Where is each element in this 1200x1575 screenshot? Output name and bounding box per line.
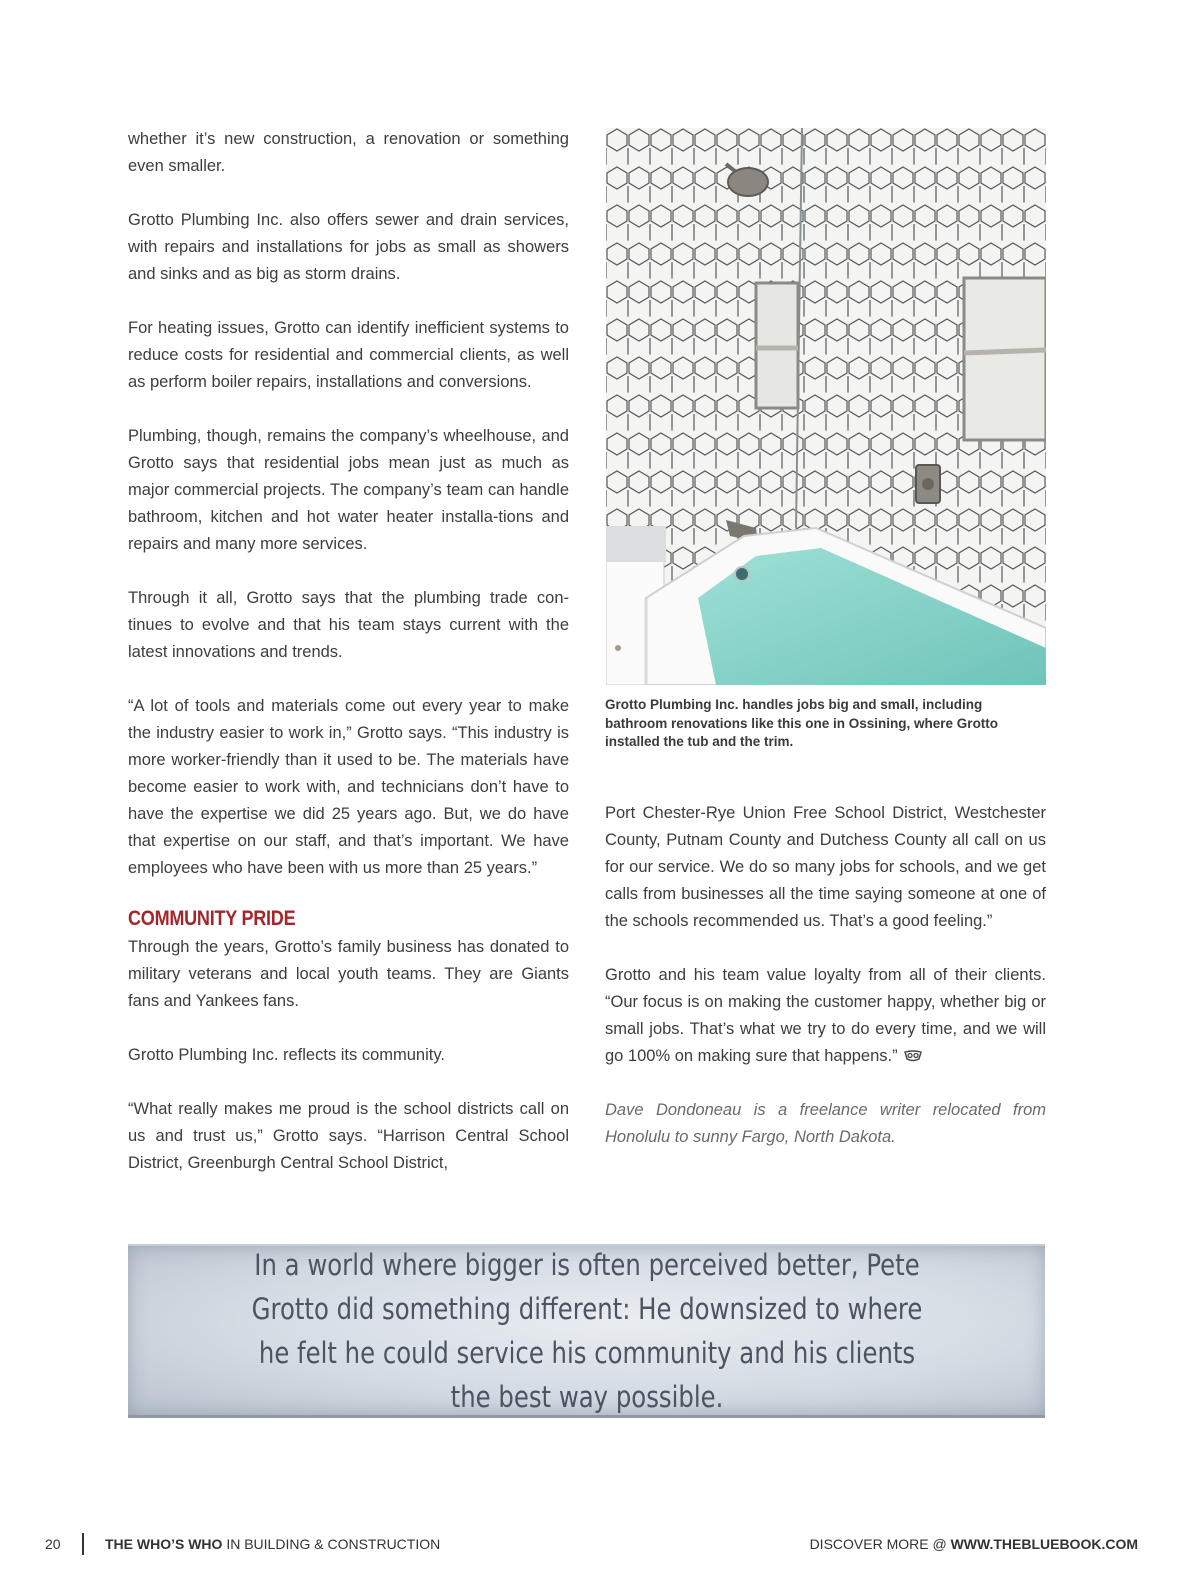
website-link[interactable]: WWW.THEBLUEBOOK.COM xyxy=(950,1536,1138,1552)
bathroom-photo xyxy=(606,128,1046,685)
body-paragraph: Grotto Plumbing Inc. reflects its community. xyxy=(128,1046,445,1064)
discover-prefix: DISCOVER MORE @ xyxy=(809,1536,951,1552)
pull-quote-box xyxy=(128,1244,1045,1418)
body-paragraph: Plumbing, though, remains the company’s wheelhouse, and Grotto says that residential jobs mean just as much as major commercial projects. The company’s team can handle bathroom, kitchen and hot water heater installa-tions and repairs and many more services. xyxy=(128,427,569,553)
body-paragraph: “What really makes me proud is the school districts call on us and trust us,” Grotto says. “Harrison Central School District, Greenburgh Central School District, xyxy=(128,1100,569,1172)
publication-title xyxy=(105,1536,440,1552)
left-column xyxy=(128,126,569,1177)
page-footer xyxy=(0,1530,1200,1558)
body-paragraph: whether it’s new construction, a renovation or something even smaller. xyxy=(128,130,569,175)
photo-caption: Grotto Plumbing Inc. handles jobs big and small, including bathroom renovations like this one in Ossining, where Grotto installed the tub and the trim. xyxy=(605,697,999,749)
discover-more xyxy=(810,1536,1138,1552)
body-paragraph: Through the years, Grotto’s family business has donated to military veterans and local youth teams. They are Giants fans and Yankees fans. xyxy=(128,938,569,1010)
bathroom-illustration xyxy=(606,128,1046,685)
publication-title-rest: IN BUILDING & CONSTRUCTION xyxy=(222,1536,441,1552)
body-paragraph: “A lot of tools and materials come out every year to make the industry easier to work in,” Grotto says. “This industry is more worker-friendly than it used to be. The materials have become easier to work with, and technicians don’t have to have the expertise we did 25 years ago. But, we do have that expertise on our staff, and that’s important. We have employees who have been with us more than 25 years.” xyxy=(128,697,569,877)
footer-divider xyxy=(82,1533,84,1555)
section-heading: COMMUNITY PRIDE xyxy=(128,907,296,930)
right-column xyxy=(605,800,1046,1178)
closing-paragraph-text: Grotto and his team value loyalty from all of their clients. “Our focus is on making the customer happy, whether big or small jobs. That’s what we try to do every time, and we will go 100% on making sure that happens.” xyxy=(605,966,1046,1065)
owl-end-mark-icon xyxy=(904,1050,922,1062)
body-paragraph: Through it all, Grotto says that the plumbing trade con-tinues to evolve and that his team stays current with the latest innovations and trends. xyxy=(128,589,569,661)
body-paragraph: Port Chester-Rye Union Free School District, Westchester County, Putnam County and Dutchess County all call on us for our service. We do so many jobs for schools, and we get calls from businesses all the time saying someone at one of the schools recommended us. That’s a good feeling.” xyxy=(605,804,1046,930)
body-paragraph: For heating issues, Grotto can identify inefficient systems to reduce costs for residential and commercial clients, as well as perform boiler repairs, installations and conversions. xyxy=(128,319,569,391)
author-byline: Dave Dondoneau is a freelance writer relocated from Honolulu to sunny Fargo, North Dakota. xyxy=(605,1101,1046,1146)
page-number: 20 xyxy=(45,1536,61,1552)
body-paragraph: Grotto Plumbing Inc. also offers sewer and drain services, with repairs and installations for jobs as small as showers and sinks and as big as storm drains. xyxy=(128,211,569,283)
publication-title-bold: THE WHO’S WHO xyxy=(105,1536,223,1552)
pull-quote-text: In a world where bigger is often perceived better, Pete Grotto did something different: He downsized to where he felt he could service his community and his clients the best way possible. xyxy=(251,1247,922,1414)
body-paragraph xyxy=(605,962,1046,1070)
